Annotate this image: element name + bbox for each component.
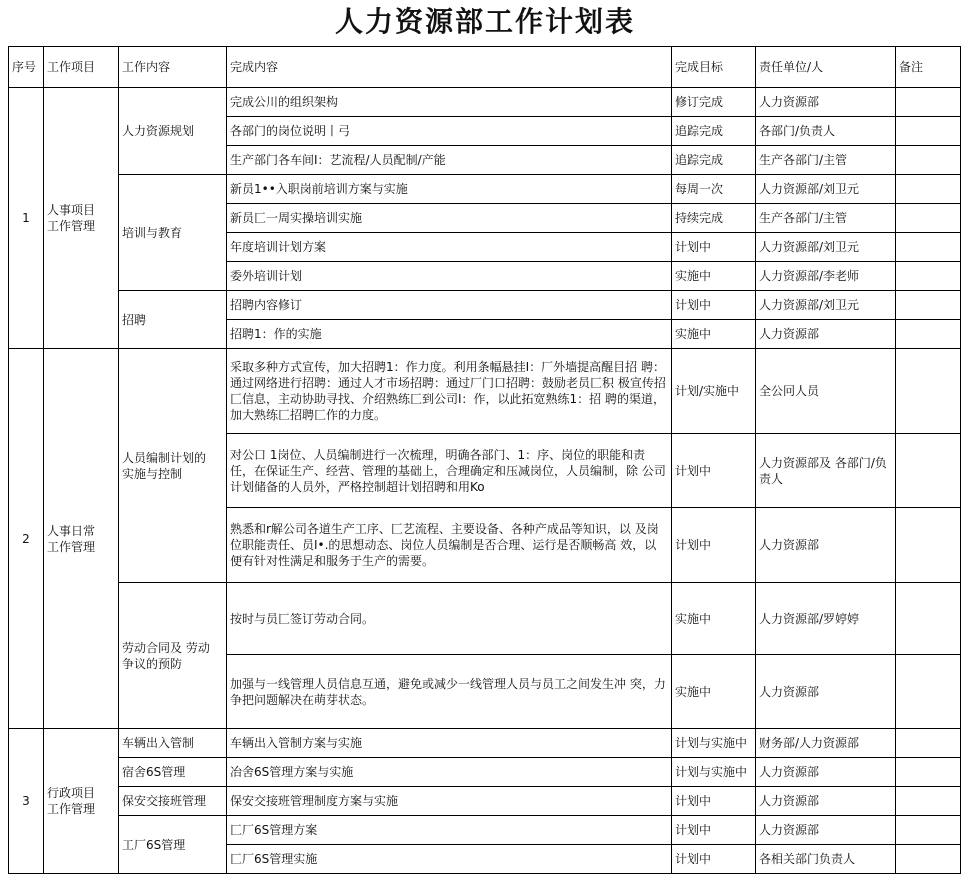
table-row (9, 175, 961, 204)
owner-cell: 人力资源部/刘卫元 (756, 175, 896, 204)
owner-cell: 人力资源部及 各部门/负责人 (756, 434, 896, 508)
remark-cell (896, 175, 961, 204)
completion-cell: 采取多种方式宣传，加大招聘1：作力度。利用条幅悬挂I：厂外墙提高醒目招 聘：通过网络进行招聘：通过人才市场招聘：通过厂门口招聘：鼓励老员匚积 极宣传招匚信息，主动协助寻找、介绍熟练匚到公司I：作，以此拓宽熟练1：招 聘的渠道，加大熟练匚招聘匚作的力度。 (227, 349, 672, 434)
owner-cell: 人力资源部 (756, 787, 896, 816)
target-cell: 计划/实施中 (672, 349, 756, 434)
content-group-cell: 人员编制计划的 实施与控制 (119, 349, 227, 583)
completion-cell: 保安交接班管理制度方案与实施 (227, 787, 672, 816)
owner-cell: 人力资源部 (756, 88, 896, 117)
owner-cell: 各部门/负责人 (756, 117, 896, 146)
project-cell: 人事项目 工作管理 (44, 88, 119, 349)
owner-cell: 人力资源部 (756, 655, 896, 729)
header-target: 完成目标 (672, 47, 756, 88)
seq-cell: 2 (9, 349, 44, 729)
remark-cell (896, 508, 961, 583)
remark-cell (896, 349, 961, 434)
target-cell: 计划中 (672, 787, 756, 816)
table-row (9, 291, 961, 320)
target-cell: 计划中 (672, 508, 756, 583)
completion-cell: 对公口 1岗位、人员编制进行一次梳理，明确各部门、1：序、岗位的职能和责 任，在保证生产、经营、管理的基础上，合理确定和压减岗位，人员编制，除 公司计划储备的人员外，严格控制超计划招聘和用Ko (227, 434, 672, 508)
target-cell: 实施中 (672, 583, 756, 655)
completion-cell: 招聘1：作的实施 (227, 320, 672, 349)
header-content: 工作内容 (119, 47, 227, 88)
header-project: 工作项目 (44, 47, 119, 88)
table-row (9, 787, 961, 816)
content-group-cell: 车辆出入管制 (119, 729, 227, 758)
remark-cell (896, 146, 961, 175)
content-group-cell: 劳动合同及 劳动 争议的预防 (119, 583, 227, 729)
completion-cell: 新员匚一周实操培训实施 (227, 204, 672, 233)
target-cell: 计划中 (672, 434, 756, 508)
table-row (9, 758, 961, 787)
remark-cell (896, 787, 961, 816)
remark-cell (896, 583, 961, 655)
seq-cell: 3 (9, 729, 44, 874)
remark-cell (896, 262, 961, 291)
owner-cell: 人力资源部/罗婷婷 (756, 583, 896, 655)
header-completion: 完成内容 (227, 47, 672, 88)
content-group-cell: 培训与教育 (119, 175, 227, 291)
remark-cell (896, 758, 961, 787)
completion-cell: 加强与一线管理人员信息互通，避免或减少一线管理人员与员工之间发生冲 突，力争把问题解决在萌芽状态。 (227, 655, 672, 729)
page-title: 人力资源部工作计划表 (334, 5, 635, 38)
remark-cell (896, 291, 961, 320)
remark-cell (896, 204, 961, 233)
target-cell: 每周一次 (672, 175, 756, 204)
owner-cell: 人力资源部 (756, 320, 896, 349)
owner-cell: 人力资源部 (756, 758, 896, 787)
table-row (9, 88, 961, 117)
target-cell: 计划中 (672, 816, 756, 845)
table-row (9, 349, 961, 434)
target-cell: 实施中 (672, 262, 756, 291)
content-group-cell: 宿舍6S管理 (119, 758, 227, 787)
project-cell: 人事日常 工作管理 (44, 349, 119, 729)
completion-cell: 车辆出入管制方案与实施 (227, 729, 672, 758)
target-cell: 计划与实施中 (672, 729, 756, 758)
owner-cell: 生产各部门/主管 (756, 146, 896, 175)
owner-cell: 人力资源部 (756, 508, 896, 583)
header-owner: 责任单位/人 (756, 47, 896, 88)
remark-cell (896, 655, 961, 729)
completion-cell: 冶舍6S管理方案与实施 (227, 758, 672, 787)
project-cell: 行政项目 工作管理 (44, 729, 119, 874)
owner-cell: 全公冋人员 (756, 349, 896, 434)
completion-cell: 生产部门各车间I：艺流程/人员配制/产能 (227, 146, 672, 175)
remark-cell (896, 88, 961, 117)
completion-cell: 匚厂6S管理方案 (227, 816, 672, 845)
owner-cell: 财务部/人力资源部 (756, 729, 896, 758)
owner-cell: 人力资源部/刘卫元 (756, 233, 896, 262)
completion-cell: 招聘内容修订 (227, 291, 672, 320)
remark-cell (896, 320, 961, 349)
owner-cell: 人力资源部 (756, 816, 896, 845)
target-cell: 修订完成 (672, 88, 756, 117)
content-group-cell: 工厂6S管理 (119, 816, 227, 874)
header-remark: 备注 (896, 47, 961, 88)
completion-cell: 按时与员匚签订劳动合同。 (227, 583, 672, 655)
remark-cell (896, 233, 961, 262)
target-cell: 实施中 (672, 655, 756, 729)
table-row (9, 816, 961, 845)
target-cell: 计划中 (672, 845, 756, 874)
completion-cell: 新员1••入职岗前培训方案与实施 (227, 175, 672, 204)
content-group-cell: 招聘 (119, 291, 227, 349)
target-cell: 追踪完成 (672, 146, 756, 175)
target-cell: 实施中 (672, 320, 756, 349)
table-row (9, 729, 961, 758)
owner-cell: 各相关部门负责人 (756, 845, 896, 874)
target-cell: 持续完成 (672, 204, 756, 233)
content-group-cell: 人力资源规划 (119, 88, 227, 175)
owner-cell: 生产各部门/主管 (756, 204, 896, 233)
target-cell: 追踪完成 (672, 117, 756, 146)
target-cell: 计划中 (672, 233, 756, 262)
remark-cell (896, 845, 961, 874)
owner-cell: 人力资源部/刘卫元 (756, 291, 896, 320)
completion-cell: 匚厂6S管理实施 (227, 845, 672, 874)
owner-cell: 人力资源部/李老师 (756, 262, 896, 291)
seq-cell: 1 (9, 88, 44, 349)
completion-cell: 各部门的岗位说明丨弓 (227, 117, 672, 146)
completion-cell: 年度培训计划方案 (227, 233, 672, 262)
completion-cell: 完成公川的组织架构 (227, 88, 672, 117)
remark-cell (896, 117, 961, 146)
completion-cell: 委外培训计划 (227, 262, 672, 291)
content-group-cell: 保安交接班管理 (119, 787, 227, 816)
completion-cell: 熟悉和r解公司各道生产工序、匚艺流程、主要设备、各种产成品等知识，以 及岗位职能责任、员I•.的思想动态、岗位人员编制是否合理、运行是否顺畅高 效，以便有针对性满足和服务于生产的需要。 (227, 508, 672, 583)
target-cell: 计划中 (672, 291, 756, 320)
target-cell: 计划与实施中 (672, 758, 756, 787)
work-plan-table (8, 46, 961, 874)
remark-cell (896, 816, 961, 845)
header-seq: 序号 (9, 47, 44, 88)
table-row (9, 583, 961, 655)
remark-cell (896, 729, 961, 758)
remark-cell (896, 434, 961, 508)
header-row (9, 47, 961, 88)
